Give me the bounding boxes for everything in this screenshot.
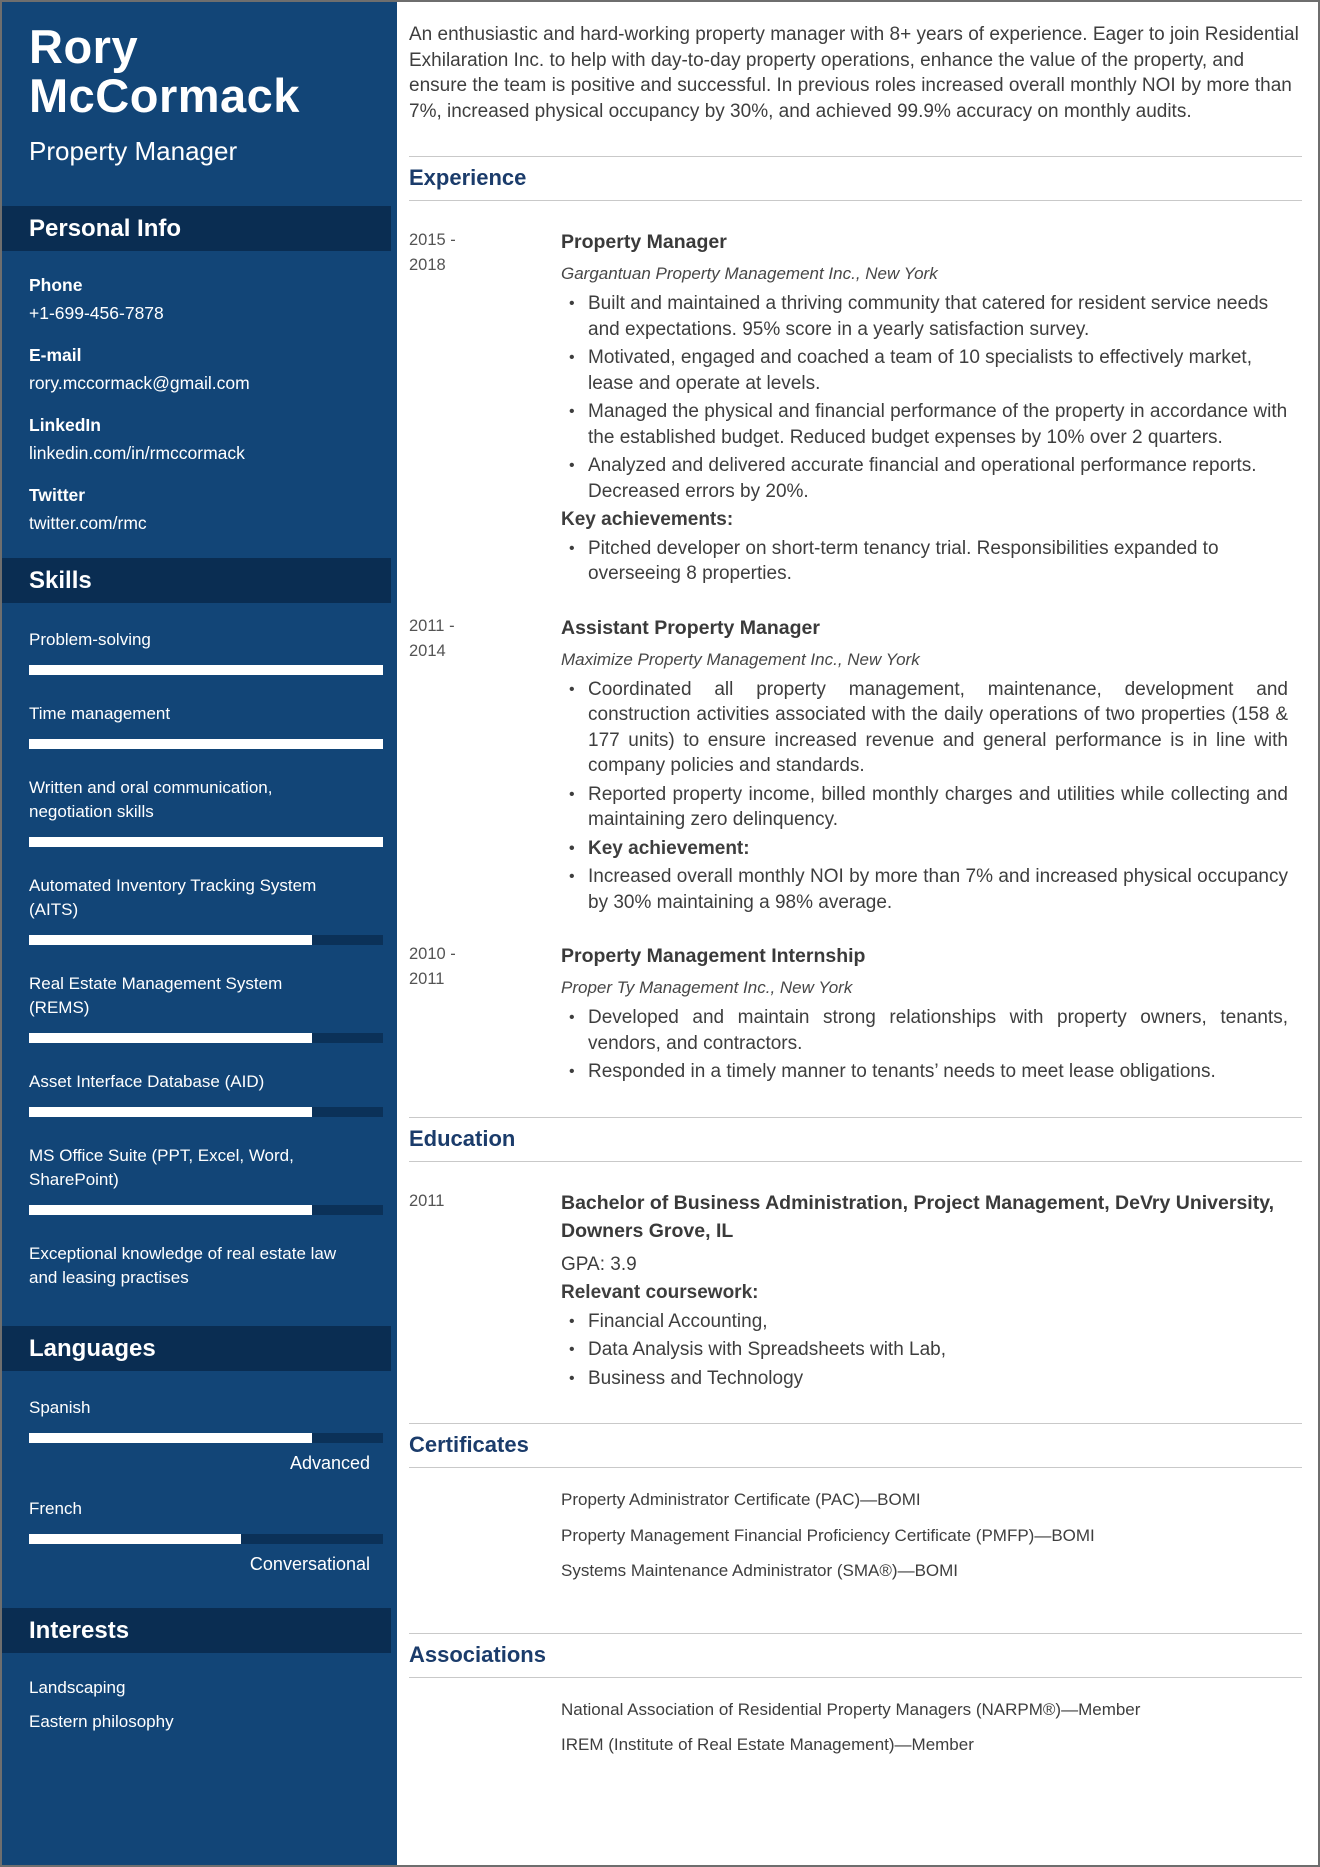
associations-section-header (409, 1633, 1302, 1678)
skills-list (2, 603, 397, 1326)
contact-value: linkedin.com/in/rmccormack (29, 442, 245, 463)
entry-bullet: • Coordinated all property management, maintenance, development and construction activities associated with the daily operations of two properties (158 & 177 units) to ensure increased revenue and general performance is in line with company policies and standards. (569, 678, 1288, 776)
language-level: Advanced (289, 1452, 370, 1473)
contact-value: +1-699-456-7878 (29, 302, 164, 323)
education-entry (409, 1189, 1302, 1392)
skill-label: Real Estate Management System (REMS) (29, 973, 283, 1017)
associations-section-title: Associations (409, 1641, 546, 1667)
entry-bullet: • Increased overall monthly NOI by more than 7% and increased physical occupancy by 30% maintaining a 98% average. (569, 866, 1288, 913)
entry-company: Maximize Property Management Inc., New York (561, 649, 920, 669)
skill-level-bar (29, 665, 383, 675)
entry-company: Gargantuan Property Management Inc., New York (561, 264, 938, 283)
entry-dates (409, 228, 561, 587)
skill-level-fill (29, 1205, 312, 1215)
language-label: French (29, 1498, 82, 1518)
experience-section-title: Experience (409, 165, 527, 190)
skill-level-bar (29, 935, 383, 945)
contact-label: Phone (29, 274, 83, 295)
skill-label: Asset Interface Database (AID) (29, 1071, 265, 1091)
entry-company: Proper Ty Management Inc., New York (561, 978, 853, 997)
skill-level-fill (29, 1433, 312, 1443)
skill-item (29, 628, 383, 675)
entry-date-start: 2015 - (409, 231, 456, 249)
bullet-icon: • (569, 1063, 575, 1080)
entry-dates (409, 614, 561, 916)
entry-bullet: • Financial Accounting, (561, 1309, 1288, 1335)
association-item: IREM (Institute of Real Estate Management)—Member (561, 1735, 974, 1754)
skill-level-fill (29, 1033, 312, 1043)
skill-item (29, 874, 383, 945)
entry-bullet: • Reported property income, billed monthly charges and utilities while collecting and maintaining zero delinquency. (569, 783, 1288, 830)
languages-list (2, 1371, 397, 1608)
entry-body (561, 614, 1302, 916)
bullet-icon: • (569, 680, 575, 698)
language-level: Conversational (249, 1553, 370, 1574)
entry-body (561, 1189, 1302, 1392)
entry-bullet: • Data Analysis with Spreadsheets with Lab, (561, 1337, 1288, 1363)
experience-entry (409, 614, 1302, 916)
entry-bullet: • Responded in a timely manner to tenants’ needs to meet lease obligations. (561, 1059, 1288, 1085)
candidate-last-name: McCormack (29, 69, 300, 123)
entry-bullet: • Motivated, engaged and coached a team of 10 specialists to effectively market, lease and operate at levels. (569, 347, 1252, 394)
entry-date-start: 2011 (409, 1191, 445, 1210)
bullet-icon: • (569, 349, 575, 366)
contact-label: LinkedIn (29, 414, 101, 435)
certificates-list (561, 1468, 1302, 1601)
entry-body (561, 942, 1302, 1085)
contact-label: Twitter (29, 484, 86, 505)
entry-subheading: Relevant coursework: (561, 1282, 759, 1303)
experience-section-header (409, 156, 1302, 201)
skill-item (29, 1242, 383, 1290)
entry-date-end: 2018 (409, 256, 446, 274)
bullet-icon: • (569, 868, 575, 885)
entry-dates (409, 1189, 561, 1392)
entry-bullet: • Managed the physical and financial performance of the property in accordance with the established budget. Reduced budget expenses by 10% over 2 quarters. (569, 401, 1288, 448)
bullet-icon: • (569, 295, 575, 312)
experience-entries (409, 228, 1302, 1085)
entry-items (561, 1005, 1288, 1085)
certificate-item: Property Management Financial Proficiency Certificate (PMFP)—BOMI (561, 1525, 1095, 1545)
contact-label: E-mail (29, 344, 82, 365)
languages-header: Languages (2, 1326, 391, 1371)
entry-date-end: 2014 (409, 641, 446, 660)
skill-label: Time management (29, 703, 171, 723)
skill-item (29, 1070, 383, 1117)
skill-level-bar (29, 739, 383, 749)
interests-list (2, 1653, 397, 1732)
main-column (397, 2, 1318, 1865)
skill-level-fill (29, 1107, 312, 1117)
skill-level-fill (29, 1534, 241, 1544)
personal-info-header: Personal Info (2, 206, 391, 251)
interest-item: Eastern philosophy (29, 1711, 174, 1731)
interests-header: Interests (2, 1608, 391, 1653)
skill-label: Automated Inventory Tracking System (AITS) (29, 875, 317, 919)
summary-paragraph: An enthusiastic and hard-working property manager with 8+ years of experience. Eager to join Residential Exhilaration Inc. to help with day-to-day property operations, enhance the value of the property, and ensure the team is positive and successful. In previous roles increased overall monthly NOI by more than 7%, increased physical occupancy by 30%, and achieved 99.9% accuracy on monthly audits. (409, 24, 1299, 122)
education-entries (409, 1189, 1302, 1392)
skill-level-bar (29, 1205, 383, 1215)
contact-item (29, 485, 379, 534)
bullet-icon: • (569, 457, 575, 474)
contact-value: rory.mccormack@gmail.com (29, 372, 250, 393)
entry-title: Bachelor of Business Administration, Project Management, DeVry University, Downers Grove, IL (561, 1191, 1275, 1242)
entry-subheading: Key achievements: (561, 509, 734, 530)
candidate-job-title: Property Manager (29, 135, 238, 166)
bullet-icon: • (569, 403, 575, 420)
skill-level-bar (29, 1033, 383, 1043)
language-label: Spanish (29, 1397, 91, 1417)
skill-level-fill (29, 935, 312, 945)
contact-item (29, 275, 379, 324)
entry-bullet: • Pitched developer on short-term tenancy trial. Responsibilities expanded to overseeing 8 properties. (569, 537, 1219, 584)
language-item (29, 1497, 383, 1575)
entry-date-start: 2010 - (409, 945, 456, 963)
entry-title: Property Management Internship (561, 945, 866, 967)
skill-level-fill (29, 739, 383, 749)
bullet-icon: • (569, 1369, 575, 1387)
contact-item (29, 415, 379, 464)
bullet-icon: • (569, 785, 575, 803)
entry-bullet: • Built and maintained a thriving community that catered for resident service needs and expectations. 95% score in a yearly satisfaction survey. (569, 293, 1269, 340)
entry-title: Assistant Property Manager (561, 616, 820, 639)
skill-level-bar (29, 837, 383, 847)
bullet-icon: • (569, 839, 575, 857)
bullet-icon: • (569, 1341, 575, 1358)
language-item (29, 1396, 383, 1474)
experience-entry (409, 228, 1302, 587)
education-section-header (409, 1117, 1302, 1162)
skill-item (29, 972, 383, 1043)
entry-items (561, 1252, 1288, 1392)
entry-bullet: • Developed and maintain strong relationships with property owners, tenants, vendors, and contractors. (569, 1007, 1288, 1054)
skill-label: Problem-solving (29, 629, 151, 649)
entry-bullet: • Key achievement: (561, 836, 1288, 862)
entry-body (561, 228, 1302, 587)
contact-value: twitter.com/rmc (29, 512, 147, 533)
entry-dates (409, 942, 561, 1085)
skill-item (29, 776, 383, 847)
candidate-first-name: Rory (29, 20, 139, 73)
certificates-section-title: Certificates (409, 1432, 529, 1457)
skill-item (29, 702, 383, 749)
bullet-icon: • (569, 1312, 575, 1330)
entry-bullet: • Business and Technology (561, 1366, 1288, 1392)
sidebar (2, 2, 397, 1865)
skill-label: Written and oral communication, negotiation skills (29, 777, 273, 821)
bullet-icon: • (569, 1009, 575, 1026)
entry-items (561, 677, 1288, 916)
skill-item (29, 1144, 383, 1215)
certificates-section-header (409, 1423, 1302, 1468)
education-section-title: Education (409, 1125, 516, 1151)
skill-level-bar (29, 1107, 383, 1117)
skill-label: MS Office Suite (PPT, Excel, Word, SharePoint) (29, 1145, 294, 1189)
interest-item: Landscaping (29, 1677, 126, 1697)
skill-level-bar (29, 1433, 383, 1443)
skills-header: Skills (2, 558, 391, 603)
entry-line: GPA: 3.9 (561, 1253, 637, 1275)
entry-bullet: • Analyzed and delivered accurate financial and operational performance reports. Decreased errors by 20%. (569, 455, 1257, 502)
certificate-item: Systems Maintenance Administrator (SMA®)—BOMI (561, 1561, 959, 1580)
entry-date-end: 2011 (409, 970, 445, 988)
skill-level-bar (29, 1534, 383, 1544)
skill-level-fill (29, 837, 383, 847)
skill-level-fill (29, 665, 383, 675)
entry-items (561, 291, 1288, 587)
candidate-name (2, 2, 397, 121)
certificate-item: Property Administrator Certificate (PAC)—BOMI (561, 1490, 921, 1509)
experience-entry (409, 942, 1302, 1085)
personal-info-list (2, 251, 397, 558)
entry-title: Property Manager (561, 231, 727, 253)
bullet-icon: • (569, 539, 575, 557)
entry-date-start: 2011 - (409, 616, 455, 635)
contact-item (29, 345, 379, 394)
skill-label: Exceptional knowledge of real estate law and leasing practises (29, 1243, 337, 1287)
association-item: National Association of Residential Property Managers (NARPM®)—Member (561, 1699, 1141, 1719)
associations-list (561, 1678, 1302, 1775)
